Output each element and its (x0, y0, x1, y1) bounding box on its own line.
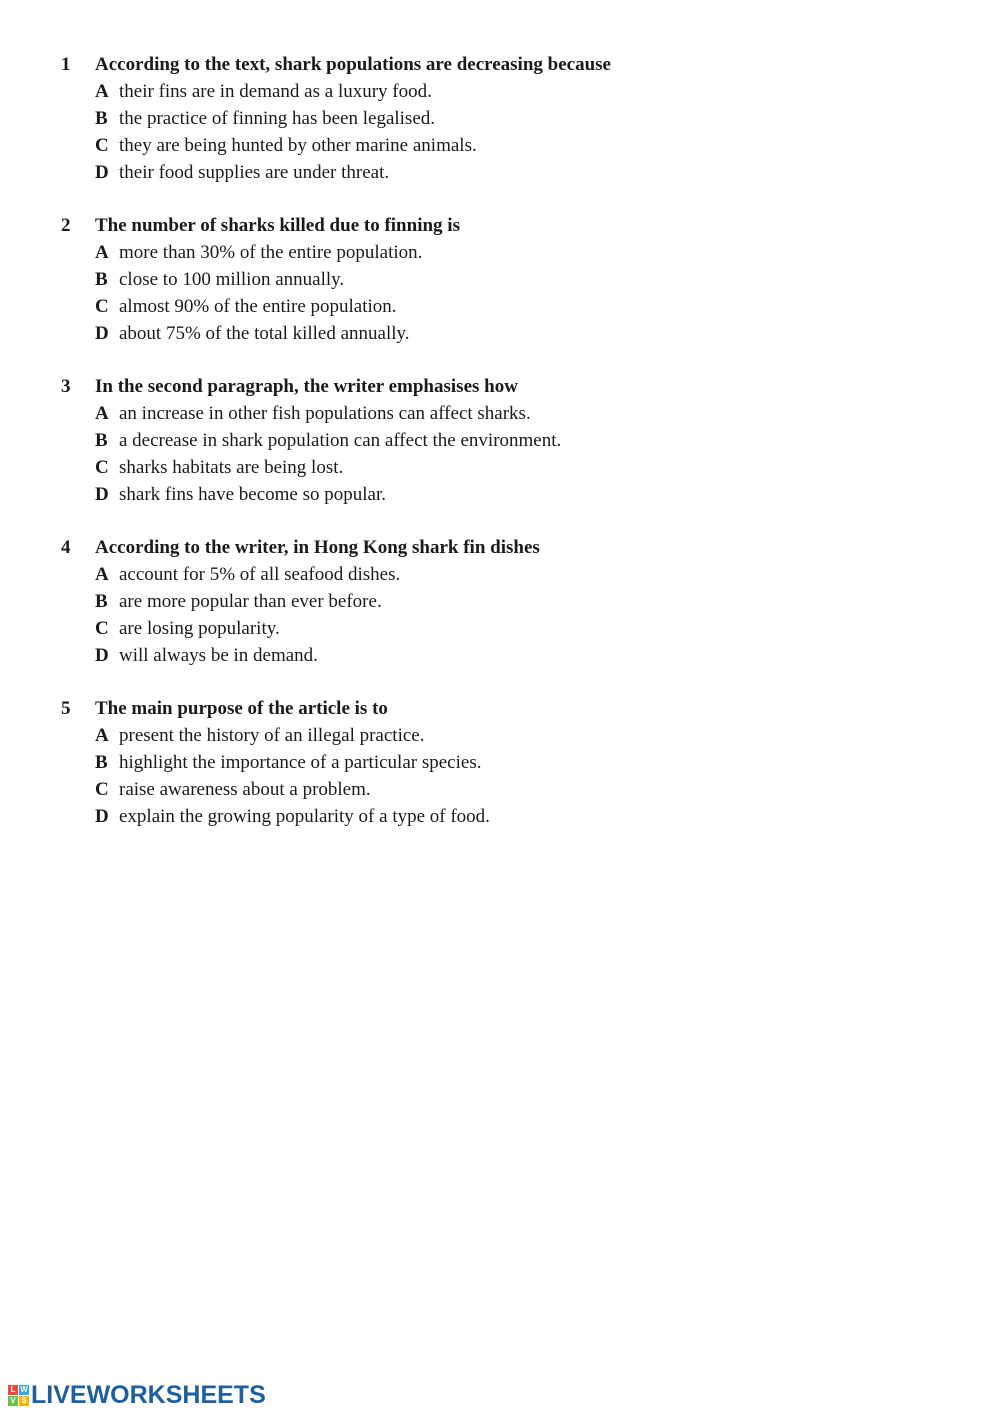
liveworksheets-logo[interactable] (8, 1382, 266, 1408)
option-letter: A (95, 403, 109, 424)
option-text: present the history of an illegal practice. (119, 725, 425, 746)
question-stem (61, 695, 821, 722)
option-text: more than 30% of the entire population. (119, 242, 423, 263)
option-text: raise awareness about a problem. (119, 779, 371, 800)
option-text: sharks habitats are being lost. (119, 457, 344, 478)
question-number: 1 (61, 54, 71, 75)
option-text: they are being hunted by other marine animals. (119, 135, 477, 156)
option-letter: A (95, 81, 109, 102)
option-text: their fins are in demand as a luxury food. (119, 81, 432, 102)
option-letter: A (95, 564, 109, 585)
option-d[interactable] (61, 481, 821, 508)
option-text: are more popular than ever before. (119, 591, 382, 612)
option-a[interactable] (61, 722, 821, 749)
option-d[interactable] (61, 803, 821, 830)
logo-square: W (20, 1384, 28, 1394)
option-text: the practice of finning has been legalised. (119, 108, 436, 129)
option-text: are losing popularity. (119, 618, 280, 639)
question-number: 5 (61, 698, 71, 719)
question-2 (61, 212, 821, 347)
option-letter: D (95, 484, 109, 505)
question-text: According to the text, shark populations are decreasing because (95, 54, 611, 75)
question-number: 2 (61, 215, 71, 236)
option-letter: C (95, 779, 109, 800)
question-text: The main purpose of the article is to (95, 698, 388, 719)
option-letter: A (95, 242, 109, 263)
option-letter: C (95, 457, 109, 478)
option-letter: C (95, 135, 109, 156)
option-b[interactable] (61, 749, 821, 776)
question-stem (61, 373, 821, 400)
logo-square: V (8, 1396, 18, 1406)
question-text: The number of sharks killed due to finning is (95, 215, 460, 236)
option-c[interactable] (61, 293, 821, 320)
option-d[interactable] (61, 159, 821, 186)
option-text: an increase in other fish populations can affect sharks. (119, 403, 531, 424)
question-stem (61, 51, 821, 78)
option-letter: B (95, 752, 108, 773)
question-3 (61, 373, 821, 508)
option-b[interactable] (61, 105, 821, 132)
option-letter: B (95, 269, 108, 290)
question-number: 3 (61, 376, 71, 397)
option-text: their food supplies are under threat. (119, 162, 390, 183)
logo-square: L (8, 1385, 18, 1395)
option-text: close to 100 million annually. (119, 269, 345, 290)
question-5 (61, 695, 821, 830)
option-letter: C (95, 296, 109, 317)
option-c[interactable] (61, 615, 821, 642)
option-text: account for 5% of all seafood dishes. (119, 564, 401, 585)
option-letter: D (95, 323, 109, 344)
option-b[interactable] (61, 427, 821, 454)
option-text: explain the growing popularity of a type of food. (119, 806, 490, 827)
question-stem (61, 534, 821, 561)
option-text: shark fins have become so popular. (119, 484, 386, 505)
option-text: about 75% of the total killed annually. (119, 323, 410, 344)
question-text: According to the writer, in Hong Kong shark fin dishes (95, 537, 540, 558)
option-a[interactable] (61, 400, 821, 427)
question-number: 4 (61, 537, 71, 558)
option-letter: D (95, 162, 109, 183)
option-letter: B (95, 591, 108, 612)
option-letter: B (95, 430, 108, 451)
option-c[interactable] (61, 132, 821, 159)
logo-square: S (19, 1396, 29, 1406)
option-text: a decrease in shark population can affect the environment. (119, 430, 562, 451)
option-a[interactable] (61, 78, 821, 105)
option-text: highlight the importance of a particular species. (119, 752, 482, 773)
option-a[interactable] (61, 239, 821, 266)
option-letter: A (95, 725, 109, 746)
option-text: almost 90% of the entire population. (119, 296, 397, 317)
option-text: will always be in demand. (119, 645, 318, 666)
option-letter: D (95, 806, 109, 827)
option-a[interactable] (61, 561, 821, 588)
question-stem (61, 212, 821, 239)
option-b[interactable] (61, 266, 821, 293)
option-letter: D (95, 645, 109, 666)
logo-squares-icon (8, 1385, 29, 1406)
option-d[interactable] (61, 320, 821, 347)
option-c[interactable] (61, 776, 821, 803)
option-letter: C (95, 618, 109, 639)
question-4 (61, 534, 821, 669)
option-c[interactable] (61, 454, 821, 481)
option-letter: B (95, 108, 108, 129)
logo-text: LIVEWORKSHEETS (31, 1380, 266, 1409)
option-b[interactable] (61, 588, 821, 615)
question-1 (61, 51, 821, 186)
option-d[interactable] (61, 642, 821, 669)
question-text: In the second paragraph, the writer emphasises how (95, 376, 518, 397)
